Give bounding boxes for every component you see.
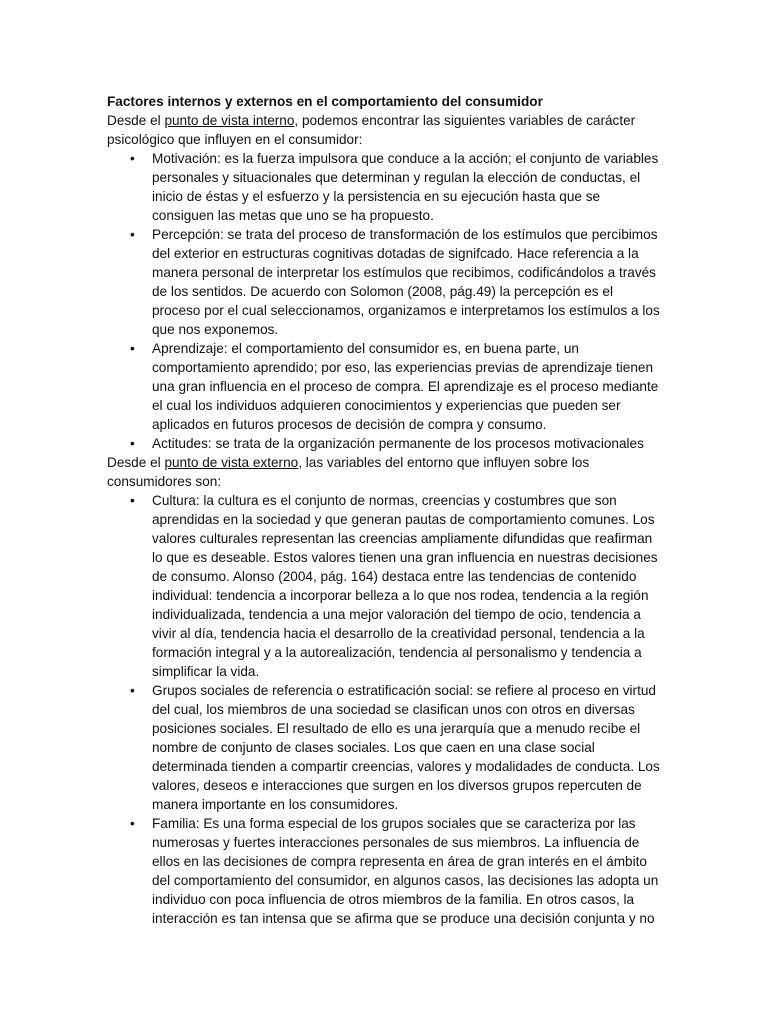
internal-intro-post: , podemos encontrar las siguientes variables de carácter psicológico que influyen en el consumidor:	[107, 113, 636, 147]
bullet-icon: •	[130, 436, 135, 451]
internal-variables-list	[107, 149, 663, 453]
item-text: Actitudes: se trata de la organización permanente de los procesos motivacionales	[152, 436, 644, 451]
item-text: Percepción: se trata del proceso de transformación de los estímulos que percibimos del exterior en estructuras cognitivas dotadas de signifcado. Hace referencia a la manera personal de interpretar los estímulos que recibimos, codificándolos a través de los sentidos. De acuerdo con Solomon (2008, pág.49) la percepción es el proceso por el cual seleccionamos, organizamos e interpretamos los estímulos a los que nos exponemos.	[152, 227, 660, 337]
bullet-icon: •	[130, 151, 135, 166]
internal-intro	[107, 111, 663, 149]
bullet-icon: •	[130, 683, 135, 698]
list-item	[107, 814, 663, 928]
list-item	[107, 225, 663, 339]
list-item	[107, 491, 663, 681]
internal-intro-pre: Desde el	[107, 113, 165, 128]
list-item	[107, 149, 663, 225]
document-title: Factores internos y externos en el comportamiento del consumidor	[107, 94, 543, 109]
external-intro-pre: Desde el	[107, 455, 165, 470]
external-intro-post: , las variables del entorno que influyen sobre los consumidores son:	[107, 455, 590, 489]
list-item	[107, 681, 663, 814]
bullet-icon: •	[130, 227, 135, 242]
bullet-icon: •	[130, 341, 135, 356]
external-viewpoint-phrase: punto de vista externo	[164, 455, 299, 470]
bullet-icon: •	[130, 816, 135, 831]
document-page	[107, 92, 663, 928]
item-text: Familia: Es una forma especial de los grupos sociales que se caracteriza por las numerosas y fuertes interacciones personales de sus miembros. La influencia de ellos en las decisiones de compra representa en área de gran interés en el ámbito del comportamiento del consumidor, en algunos casos, las decisiones las adopta un individuo con poca influencia de otros miembros de la familia. En otros casos, la interacción es tan intensa que se afirma que se produce una decisión conjunta y no	[152, 816, 659, 926]
list-item	[107, 339, 663, 434]
internal-viewpoint-phrase: punto de vista interno	[164, 113, 295, 128]
bullet-icon: •	[130, 493, 135, 508]
external-variables-list	[107, 491, 663, 928]
item-text: Aprendizaje: el comportamiento del consumidor es, en buena parte, un comportamiento aprendido; por eso, las experiencias previas de aprendizaje tienen una gran influencia en el proceso de compra. El aprendizaje es el proceso mediante el cual los individuos adquieren conocimientos y experiencias que pueden ser aplicados en futuros procesos de decisión de compra y consumo.	[152, 341, 659, 432]
external-intro	[107, 453, 663, 491]
item-text: Grupos sociales de referencia o estratificación social: se refiere al proceso en virtud del cual, los miembros de una sociedad se clasifican unos con otros en diversas posiciones sociales. El resultado de ello es una jerarquía que a menudo recibe el nombre de conjunto de clases sociales. Los que caen en una clase social determinada tienden a compartir creencias, valores y modalidades de conducta. Los valores, deseos e interacciones que surgen en los diversos grupos repercuten de manera importante en los consumidores.	[152, 683, 660, 812]
item-text: Cultura: la cultura es el conjunto de normas, creencias y costumbres que son aprendidas en la sociedad y que generan pautas de comportamiento comunes. Los valores culturales representan las creencias ampliamente difundidas que reafirman lo que es deseable. Estos valores tienen una gran influencia en nuestras decisiones de consumo. Alonso (2004, pág. 164) destaca entre las tendencias de contenido individual: tendencia a incorporar belleza a lo que nos rodea, tendencia a la región individualizada, tendencia a una mejor valoración del tiempo de ocio, tendencia a vivir al día, tendencia hacia el desarrollo de la creatividad personal, tendencia a la formación integral y a la autorealización, tendencia al personalismo y tendencia a simplificar la vida.	[152, 493, 658, 679]
item-text: Motivación: es la fuerza impulsora que conduce a la acción; el conjunto de variables personales y situacionales que determinan y regulan la elección de conductas, el inicio de éstas y el esfuerzo y la persistencia en su ejecución hasta que se consiguen las metas que uno se ha propuesto.	[152, 151, 659, 223]
list-item	[107, 434, 663, 453]
